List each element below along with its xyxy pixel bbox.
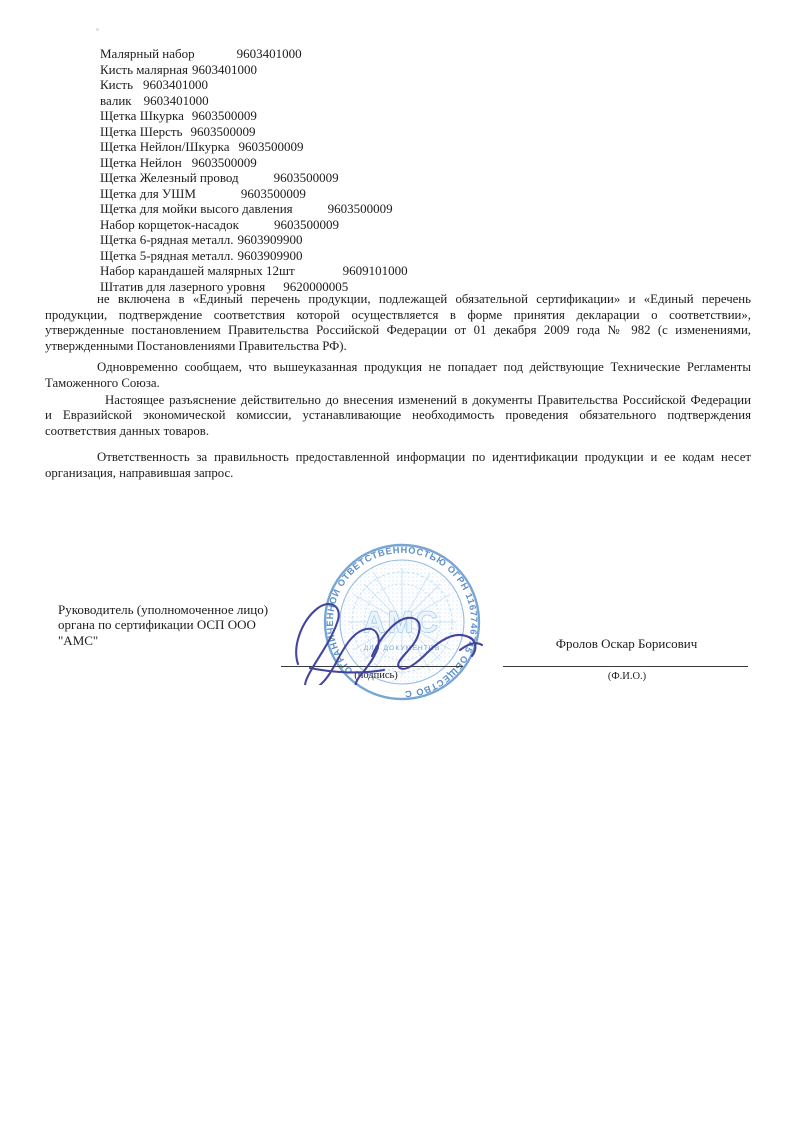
product-code: 9603500009	[240, 185, 306, 201]
product-code: 9603909900	[237, 232, 303, 247]
product-row	[100, 155, 660, 171]
paragraph-line: Настоящее разъяснение действительно до внесения изменений в документы Правительства Российской Федерации	[105, 392, 751, 407]
product-name: Щетка Нейлон/Шкурка	[100, 139, 230, 154]
product-code: 9603909900	[237, 247, 303, 263]
paragraph-line: Таможенного Союза.	[45, 375, 160, 390]
handwritten-signature	[270, 575, 490, 685]
product-row	[100, 186, 660, 202]
tab-gap	[196, 186, 241, 187]
tab-gap	[184, 108, 192, 109]
stamp-center-text: АМС	[363, 606, 441, 639]
product-name: Щетка Нейлон	[100, 154, 182, 170]
product-code: 9603401000	[143, 77, 209, 92]
product-code: 9609101000	[342, 263, 408, 278]
paragraph	[45, 292, 751, 354]
paragraph	[45, 450, 751, 481]
stamp-sub-text: ДЛЯ ДОКУМЕНТОВ	[363, 645, 441, 652]
product-row	[100, 77, 660, 93]
fio-caption: (Ф.И.О.)	[607, 671, 647, 682]
paragraph-line: утвержденные постановлением Правительства Российской Федерации от 01 декабря 2009 года № 982 (с изменениями,	[45, 323, 751, 338]
product-row	[100, 62, 660, 78]
product-name: Малярный набор	[100, 46, 195, 61]
paragraph	[45, 360, 751, 391]
product-name: Щетка 6-рядная металл.	[100, 232, 234, 247]
tab-gap	[195, 46, 237, 47]
product-name: Штатив для лазерного уровня	[100, 278, 266, 294]
tab-gap	[132, 93, 144, 94]
paragraph	[45, 393, 751, 440]
paragraph-line: Ответственность за правильность предоставленной информации по идентификации продукции и ее кодам несет	[97, 450, 751, 465]
signatory-title-line2: органа по сертификации ОСП ООО	[58, 617, 256, 633]
stamp-ring-text: ОГРАНИЧЕННОЙ ОТВЕТСТВЕННОСТЬЮ ОГРН 1167746745 ОБЩЕСТВО С	[324, 544, 480, 700]
scan-artifact-dot	[96, 28, 99, 31]
product-code: 9603500009	[327, 201, 393, 216]
product-row	[100, 93, 660, 109]
product-name: валик	[100, 92, 132, 108]
paragraph-line: и Евразийской экономической комиссии, устанавливающие необходимость проведения обязательного подтверждения	[45, 408, 751, 423]
paragraph-line: продукции, подтверждение соответствия которой осуществляется в форме принятия декларации о соответствии»,	[45, 307, 751, 322]
tab-gap	[239, 217, 274, 218]
product-name: Кисть	[100, 77, 134, 92]
product-name: Кисть малярная	[100, 61, 188, 77]
product-code: 9603401000	[236, 46, 302, 61]
product-row	[100, 170, 660, 186]
product-code: 9620000005	[283, 278, 349, 294]
product-name: Щетка Шкурка	[100, 108, 184, 123]
product-row	[100, 232, 660, 248]
signatory-name: Фролов Оскар Борисович	[555, 636, 698, 651]
tab-gap	[265, 279, 283, 280]
product-code: 9603500009	[273, 170, 339, 185]
product-name: Набор карандашей малярных 12шт	[100, 263, 295, 278]
product-code: 9603500009	[191, 154, 257, 170]
product-row	[100, 263, 660, 279]
signature-caption: (подпись)	[354, 670, 398, 681]
product-name: Щетка для мойки высого давления	[100, 201, 293, 216]
product-code: 9603500009	[273, 216, 339, 232]
product-code: 9603500009	[238, 139, 304, 154]
product-code: 9603500009	[190, 123, 256, 139]
tab-gap	[182, 155, 192, 156]
paragraph-line: соответствия данных товаров.	[45, 423, 210, 438]
tab-gap	[182, 124, 190, 125]
product-name: Щетка Шерсть	[100, 123, 183, 139]
product-code: 9603401000	[191, 61, 257, 77]
product-row	[100, 201, 660, 217]
tab-gap	[295, 263, 343, 264]
product-row	[100, 139, 660, 155]
paragraph-line: организация, направившая запрос.	[45, 465, 234, 480]
paragraphs	[45, 292, 751, 482]
product-row	[100, 124, 660, 140]
tab-gap	[133, 77, 143, 78]
product-row	[100, 108, 660, 124]
signatory-title-line3: "АМС"	[58, 632, 99, 648]
product-code: 9603401000	[143, 92, 209, 108]
signatory-title-line1: Руководитель (уполномоченное лицо)	[58, 602, 269, 617]
product-row	[100, 217, 660, 233]
product-name: Щетка для УШМ	[100, 185, 196, 201]
paragraph-line: Одновременно сообщаем, что вышеуказанная продукция не попадает под действующие Технические Регламенты	[97, 360, 751, 375]
product-row	[100, 46, 660, 62]
tab-gap	[230, 139, 239, 140]
product-code: 9603500009	[191, 108, 257, 123]
paragraph-line: не включена в «Единый перечень продукции, подлежащей обязательной сертификации» и «Единый перечень	[97, 292, 751, 306]
tab-gap	[239, 170, 274, 171]
fio-line	[503, 666, 748, 667]
signatory-title-block	[58, 602, 298, 648]
product-name: Щетка Железный провод	[100, 170, 239, 185]
paragraph-line: утвержденными Постановлениями Правительства РФ).	[45, 338, 347, 353]
product-row	[100, 248, 660, 264]
product-name: Щетка 5-рядная металл.	[100, 247, 234, 263]
product-name: Набор корщеток-насадок	[100, 216, 239, 232]
tab-gap	[293, 201, 328, 202]
product-list	[100, 46, 660, 294]
